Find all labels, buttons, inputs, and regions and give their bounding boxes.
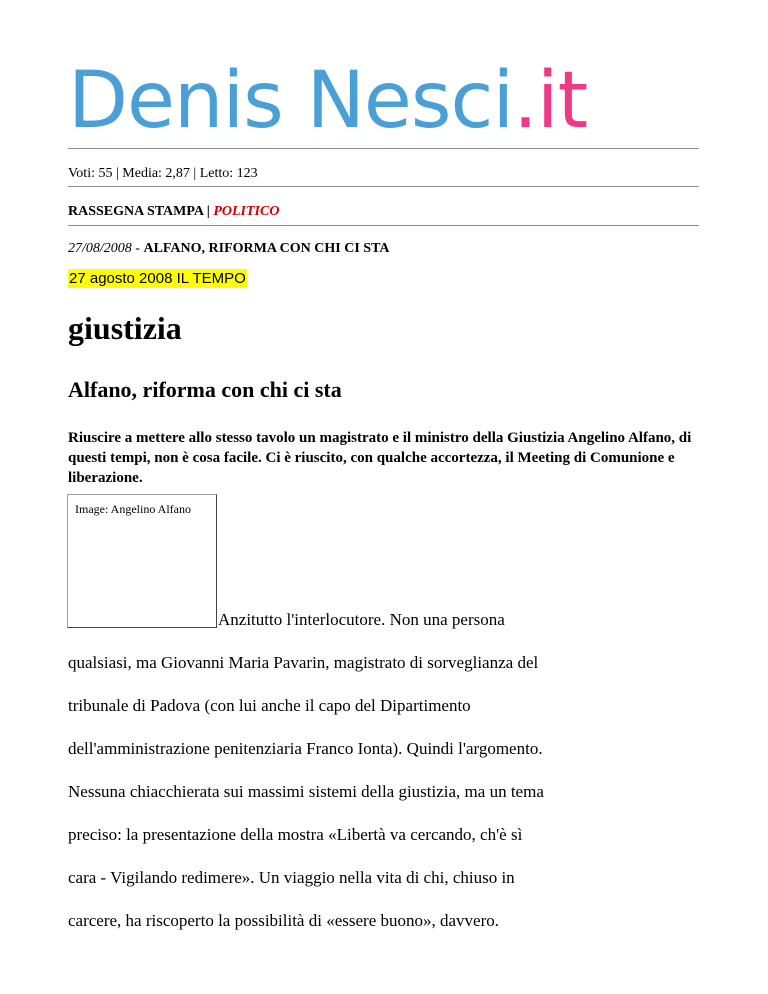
body-line: carcere, ha riscoperto la possibilità di «essere buono», davvero. bbox=[68, 911, 499, 930]
dateline bbox=[68, 241, 390, 257]
category-link[interactable]: POLITICO bbox=[213, 204, 280, 219]
article-title: Alfano, riforma con chi ci sta bbox=[68, 377, 342, 402]
section-label: RASSEGNA STAMPA | bbox=[68, 204, 214, 219]
image-alt-text: Image: Angelino Alfano bbox=[75, 502, 191, 516]
rating-stats: Voti: 55 | Media: 2,87 | Letto: 123 bbox=[68, 166, 258, 181]
dateline-headline: ALFANO, RIFORMA CON CHI CI STA bbox=[143, 241, 390, 256]
source-highlight: 27 agosto 2008 IL TEMPO bbox=[69, 270, 246, 287]
divider bbox=[68, 186, 699, 187]
logo-tld: it bbox=[536, 56, 588, 146]
divider bbox=[68, 225, 699, 226]
logo-name: Denis Nesci bbox=[68, 56, 514, 146]
body-line: cara - Vigilando redimere». Un viaggio nella vita di chi, chiuso in bbox=[68, 868, 515, 887]
body-line: qualsiasi, ma Giovanni Maria Pavarin, magistrato di sorveglianza del bbox=[68, 653, 539, 672]
body-line: Anzitutto l'interlocutore. Non una persona bbox=[218, 610, 505, 629]
section-breadcrumb bbox=[68, 204, 279, 220]
body-line: tribunale di Padova (con lui anche il capo del Dipartimento bbox=[68, 696, 471, 715]
date-separator: - bbox=[131, 241, 144, 256]
body-line: preciso: la presentazione della mostra «Libertà va cercando, ch'è sì bbox=[68, 825, 523, 844]
article-kicker: giustizia bbox=[68, 310, 182, 346]
article-lead: Riuscire a mettere allo stesso tavolo un magistrato e il ministro della Giustizia Angelino Alfano, di questi tempi, non è cosa facile. Ci è riuscito, con qualche accortezza, il Meeting di Comunione e liberazione. bbox=[68, 430, 692, 486]
article-date: 27/08/2008 bbox=[68, 241, 132, 256]
body-line: dell'amministrazione penitenziaria Franco Ionta). Quindi l'argomento. bbox=[68, 739, 543, 758]
divider bbox=[68, 148, 699, 149]
logo-dot: . bbox=[513, 56, 537, 146]
body-line: Nessuna chiacchierata sui massimi sistemi della giustizia, ma un tema bbox=[68, 782, 544, 801]
article-image bbox=[67, 494, 217, 628]
site-logo[interactable] bbox=[68, 56, 588, 146]
